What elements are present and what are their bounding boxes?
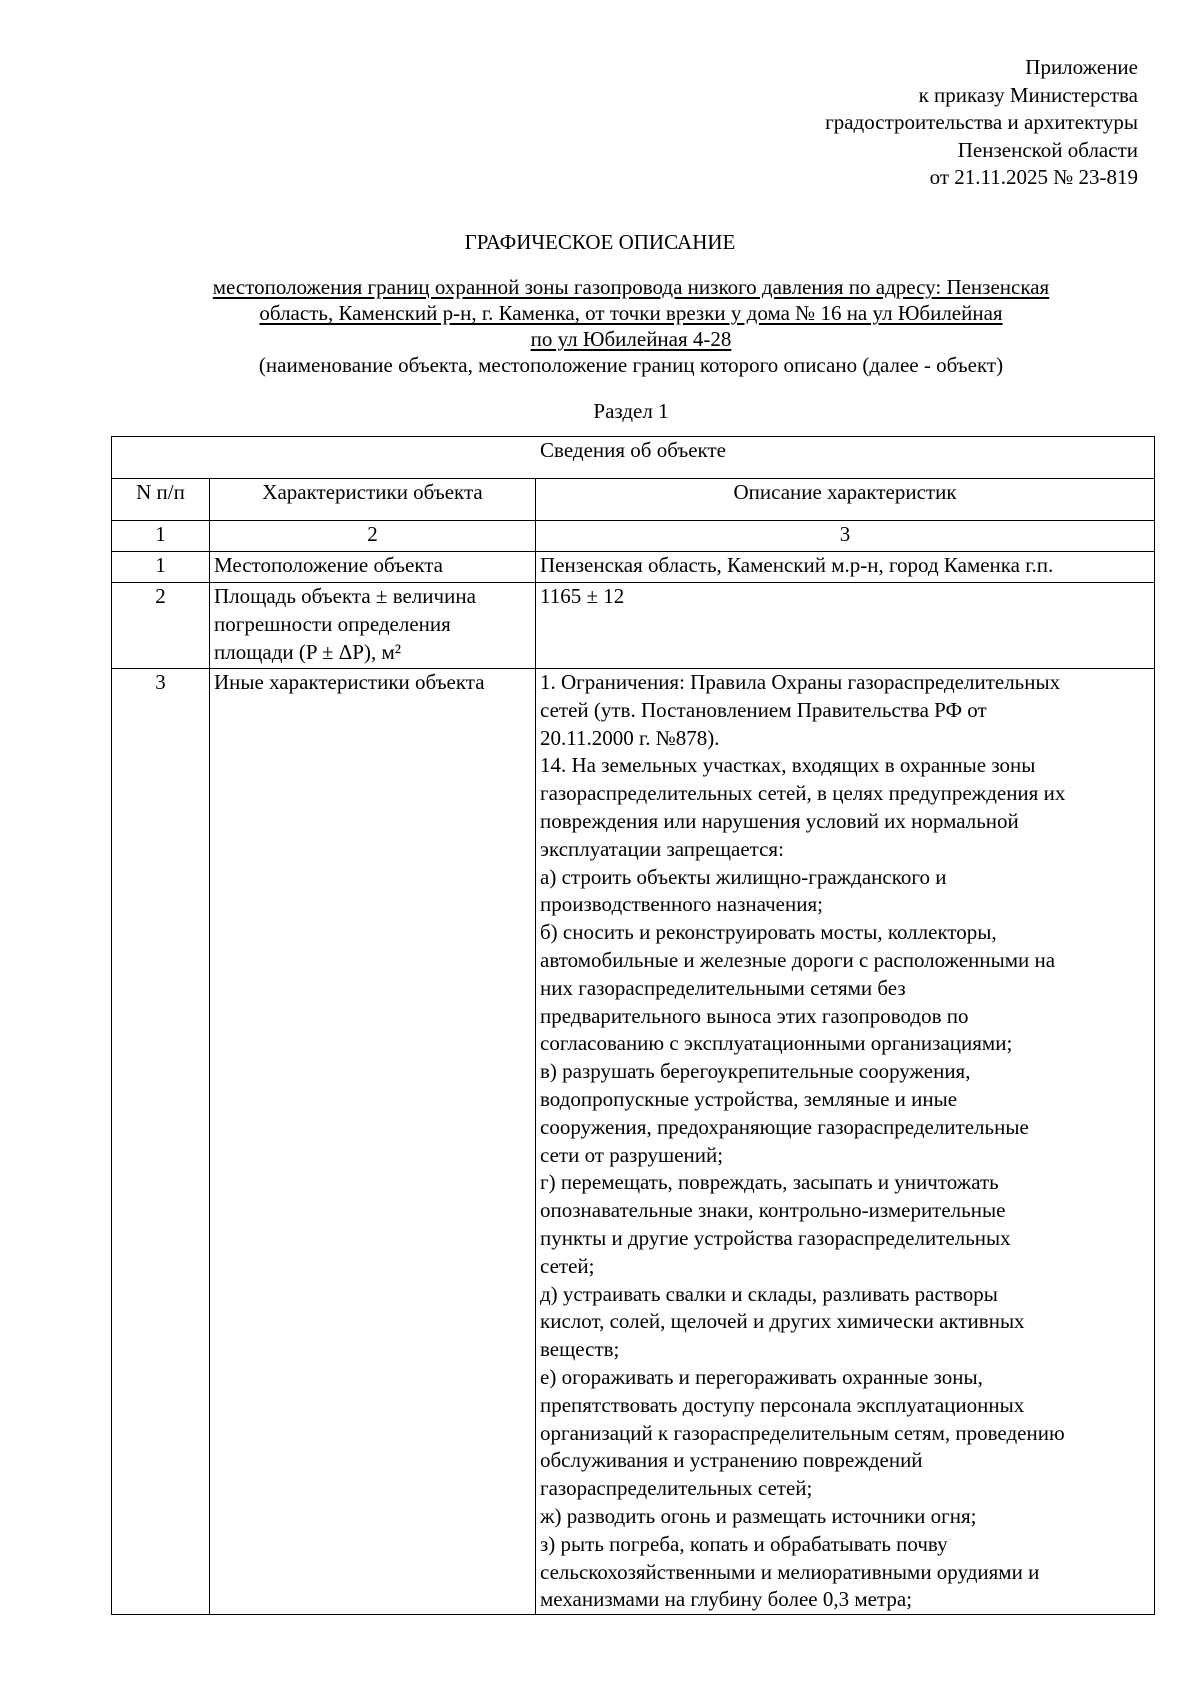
description-line: организаций к газораспределительным сетям, проведению: [540, 1420, 1065, 1445]
description-line: эксплуатации запрещается:: [540, 836, 784, 861]
subject-line: по ул Юбилейная 4-28: [530, 327, 732, 351]
description-line: в) разрушать берегоукрепительные сооружения,: [540, 1059, 971, 1084]
description-line: г) перемещать, повреждать, засыпать и уничтожать: [540, 1170, 999, 1195]
table-row: [112, 552, 1155, 583]
description-line: а) строить объекты жилищно-гражданского и: [540, 864, 947, 889]
description-line: з) рыть погреба, копать и обрабатывать почву: [540, 1531, 948, 1556]
column-number: 2: [210, 521, 536, 552]
row-number: 2: [112, 583, 210, 669]
section-title: Раздел 1: [593, 399, 669, 423]
description-line: них газораспределительными сетями без: [540, 975, 906, 1000]
document-title: ГРАФИЧЕСКОЕ ОПИСАНИЕ: [464, 230, 736, 254]
appendix-line: от 21.11.2025 № 23-819: [929, 165, 1138, 189]
description-line: газораспределительных сетей;: [540, 1476, 813, 1501]
column-number: 3: [536, 521, 1155, 552]
appendix-line: градостроительства и архитектуры: [825, 110, 1138, 134]
appendix-block: [825, 54, 1138, 192]
row-characteristic: Иные характеристики объекта: [210, 669, 536, 1615]
row-characteristic: Площадь объекта ± величина погрешности определения площади (P ± ΔP), м²: [210, 583, 536, 669]
description-line: 1. Ограничения: Правила Охраны газораспределительных: [540, 670, 1061, 694]
description-line: сети от разрушений;: [540, 1142, 724, 1167]
row-number: 1: [112, 552, 210, 583]
description-line: пункты и другие устройства газораспределительных: [540, 1225, 1011, 1250]
description-line: опознавательные знаки, контрольно-измерительные: [540, 1198, 1006, 1223]
appendix-line: Пензенской области: [957, 137, 1138, 162]
description-line: д) устраивать свалки и склады, разливать растворы: [540, 1281, 998, 1306]
table-row: [112, 583, 1155, 669]
subject-caption: (наименование объекта, местоположение границ которого описано (далее - объект): [258, 353, 1004, 377]
description-line: сельскохозяйственными и мелиоративными орудиями и: [540, 1559, 1040, 1584]
description-line: 1165 ± 12: [540, 584, 625, 608]
subject-line: область, Каменский р-н, г. Каменка, от точки врезки у дома № 16 на ул Юбилейная: [259, 301, 1003, 325]
description-line: газораспределительных сетей, в целях предупреждения их: [540, 781, 1066, 806]
description-line: веществ;: [540, 1337, 620, 1362]
description-line: 20.11.2000 г. №878).: [540, 725, 720, 750]
description-line: ж) разводить огонь и размещать источники огня;: [540, 1503, 977, 1528]
description-line: сооружения, предохраняющие газораспределительные: [540, 1114, 1029, 1139]
row-description: [536, 552, 1155, 583]
description-line: б) сносить и реконструировать мосты, коллекторы,: [540, 920, 997, 945]
column-header: Описание характеристик: [536, 479, 1155, 521]
description-line: сетей (утв. Постановлением Правительства РФ от: [540, 697, 987, 722]
description-line: е) огораживать и перегораживать охранные зоны,: [540, 1364, 983, 1389]
description-line: предварительного выноса этих газопроводов по: [540, 1003, 969, 1028]
description-line: препятствовать доступу персонала эксплуатационных: [540, 1392, 1025, 1417]
description-line: согласованию с эксплуатационными организациями;: [540, 1031, 1013, 1056]
description-line: обслуживания и устранению повреждений: [540, 1448, 923, 1473]
row-description: [536, 583, 1155, 669]
row-number: 3: [112, 669, 210, 1615]
appendix-line: Приложение: [1025, 55, 1138, 79]
description-line: повреждения или нарушения условий их нормальной: [540, 808, 1019, 833]
object-info-table: [111, 436, 1155, 1615]
appendix-line: к приказу Министерства: [918, 82, 1138, 107]
column-header: N п/п: [112, 479, 210, 521]
row-characteristic: Местоположение объекта: [210, 552, 536, 583]
description-line: механизмами на глубину более 0,3 метра;: [540, 1587, 913, 1612]
row-description: [536, 669, 1155, 1615]
description-line: сетей;: [540, 1253, 595, 1278]
description-line: 14. На земельных участках, входящих в охранные зоны: [540, 753, 1036, 778]
description-line: производственного назначения;: [540, 892, 823, 917]
description-line: автомобильные и железные дороги с расположенными на: [540, 947, 1056, 972]
description-line: кислот, солей, щелочей и других химически активных: [540, 1309, 1025, 1334]
object-subject: [0, 274, 1200, 378]
table-row: [112, 669, 1155, 1615]
description-line: Пензенская область, Каменский м.р-н, город Каменка г.п.: [540, 553, 1054, 577]
subject-line: местоположения границ охранной зоны газопровода низкого давления по адресу: Пензенская: [212, 275, 1050, 299]
table-caption: Сведения об объекте: [112, 437, 1155, 479]
description-line: водопропускные устройства, земляные и иные: [540, 1086, 958, 1111]
column-header: Характеристики объекта: [210, 479, 536, 521]
column-number: 1: [112, 521, 210, 552]
